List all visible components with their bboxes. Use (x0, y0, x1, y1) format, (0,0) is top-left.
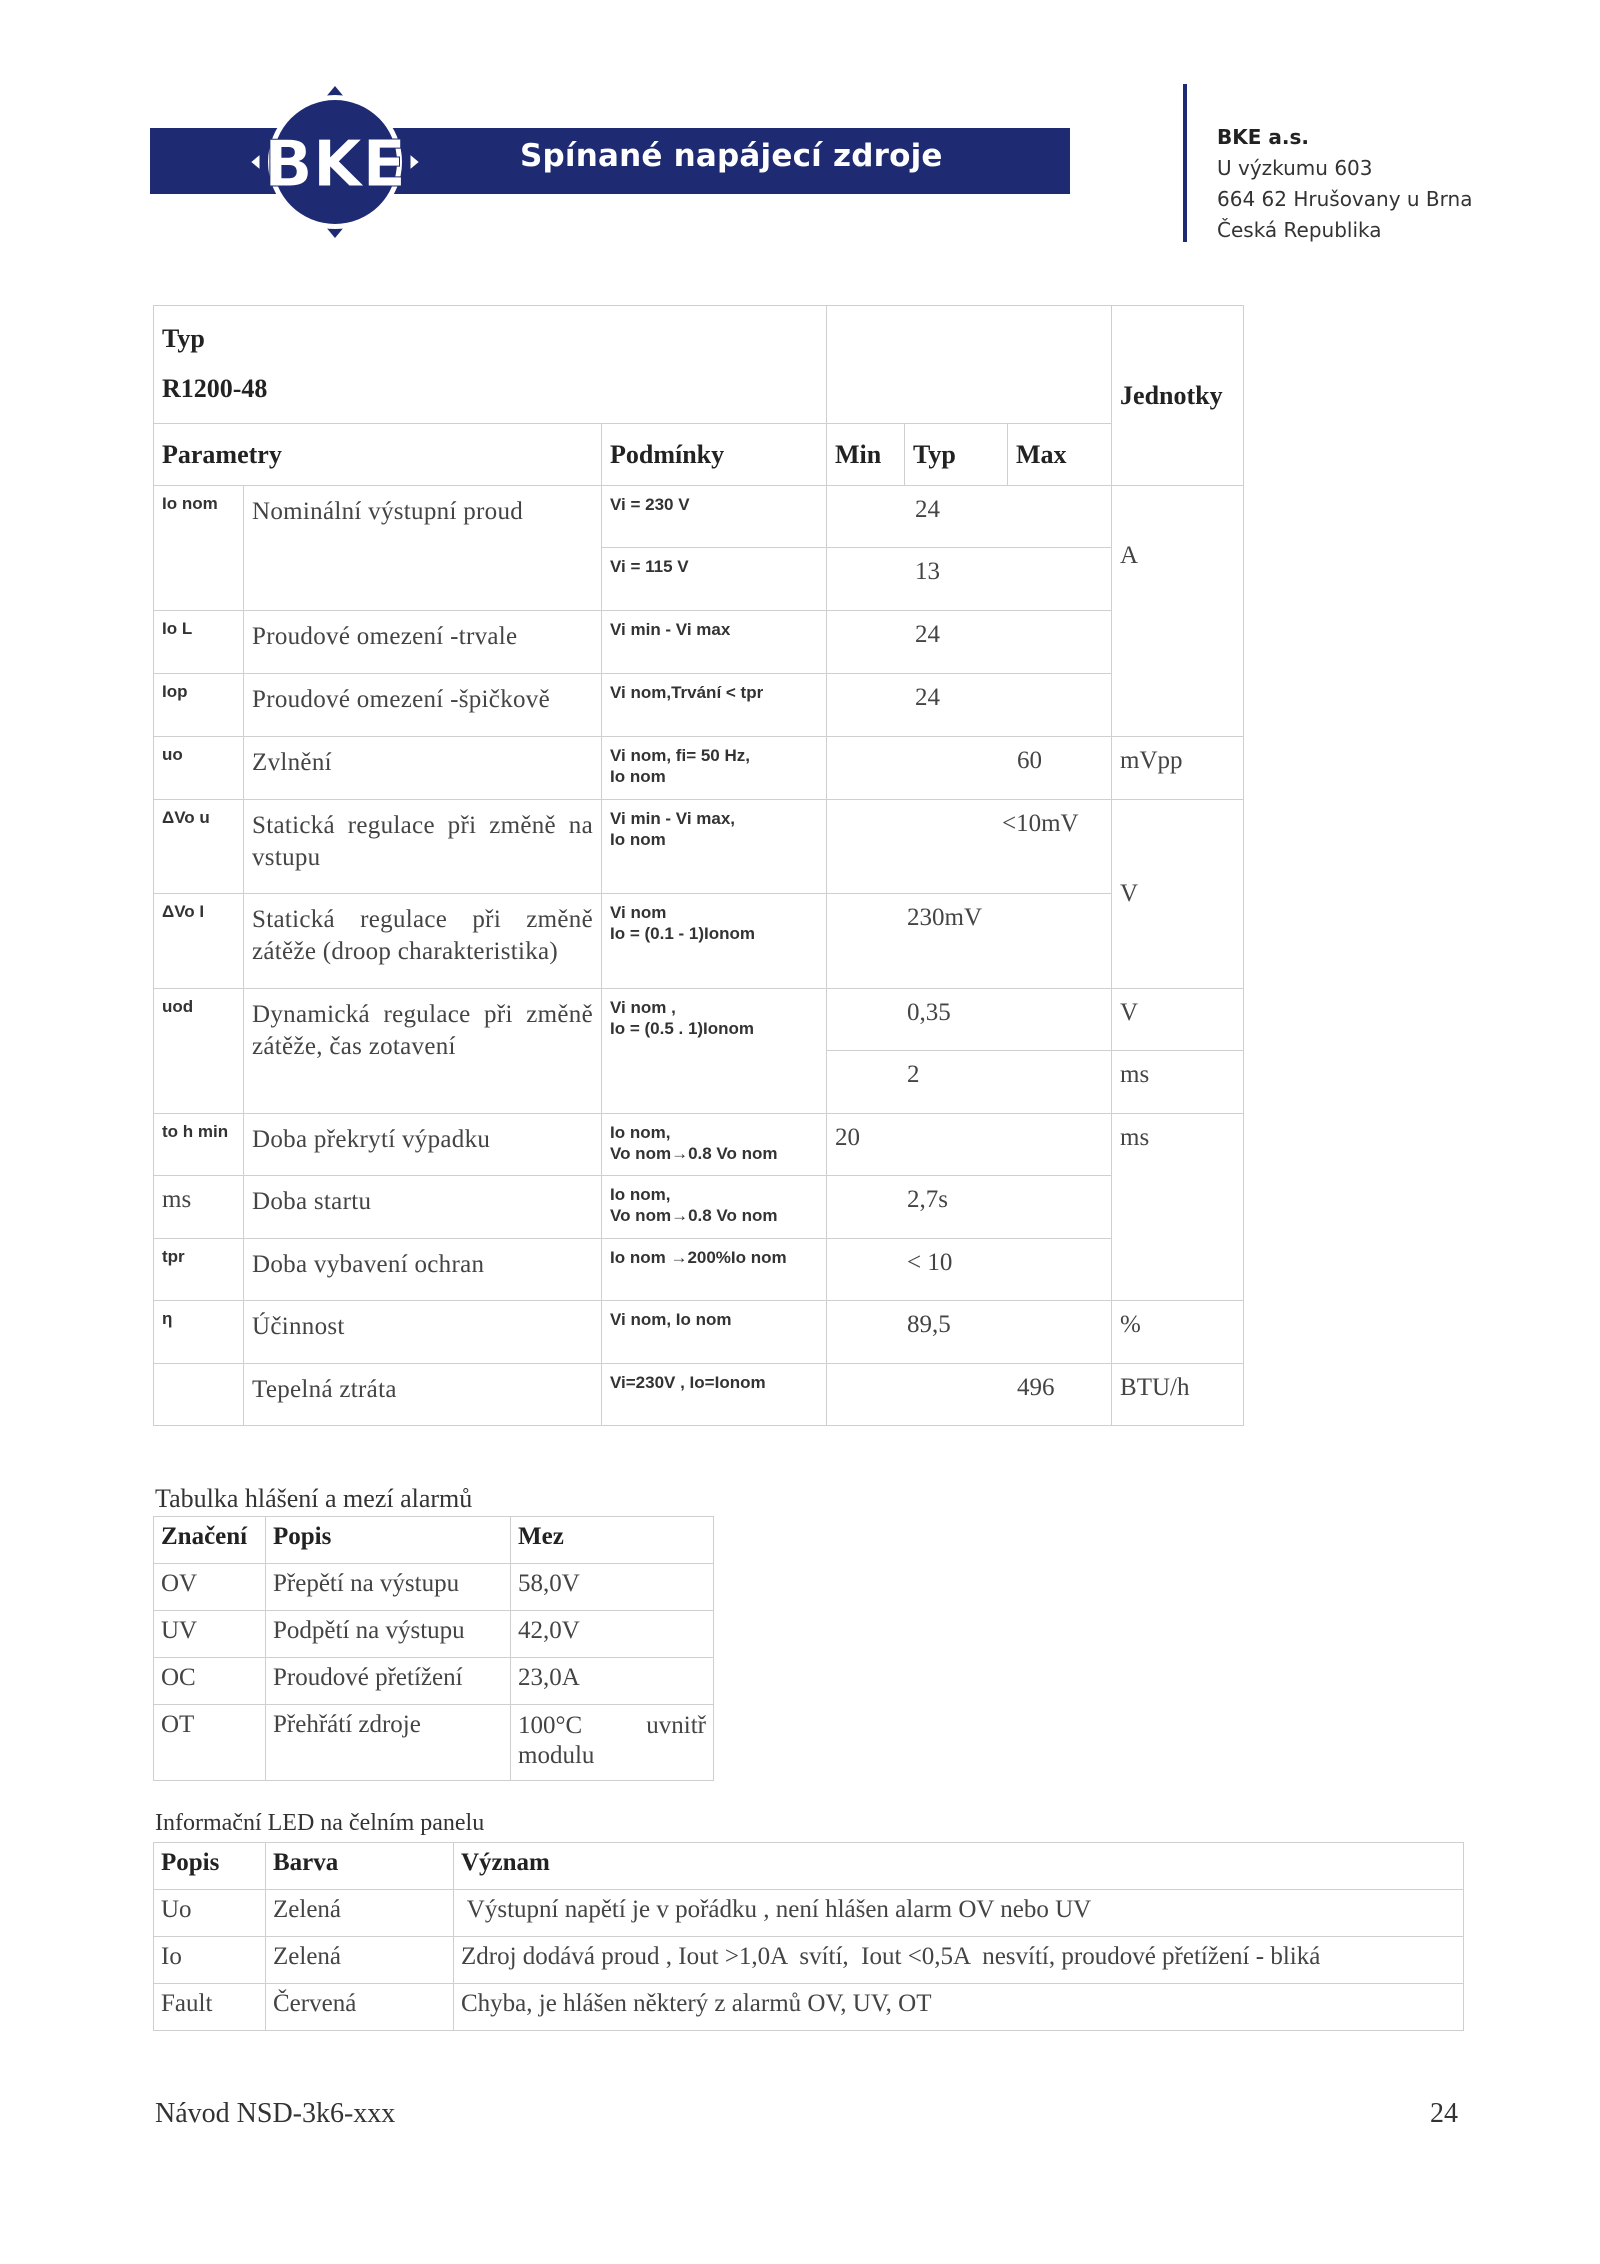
company-name: BKE a.s. (1217, 125, 1309, 149)
param-cell: Dynamická regulace při změně zátěže, čas zotavení (244, 989, 602, 1114)
symbol-cell: η (154, 1301, 244, 1364)
header-typ: Typ (905, 424, 1008, 486)
value-cell: 2,7s (827, 1176, 1112, 1239)
alarm-desc: Přehřátí zdroje (266, 1705, 511, 1781)
alarm-desc: Přepětí na výstupu (266, 1564, 511, 1611)
company-address (1217, 122, 1472, 246)
param-cell: Doba vybavení ochran (244, 1239, 602, 1301)
alarm-limit: 42,0V (511, 1611, 714, 1658)
led-table (153, 1842, 1464, 2031)
led-header: Popis (154, 1843, 266, 1890)
header-param: Parametry (154, 424, 602, 486)
alarm-limit: 23,0A (511, 1658, 714, 1705)
value-cell: 89,5 (827, 1301, 1112, 1364)
header-cond: Podmínky (602, 424, 827, 486)
alarm-header: Značení (154, 1517, 266, 1564)
param-cell: Doba startu (244, 1176, 602, 1239)
value-cell: 2 (827, 1051, 1112, 1114)
cond-cell: Vi nom, Io nom (602, 1301, 827, 1364)
cond-cell: Io nom, Vo nom→0.8 Vo nom (602, 1176, 827, 1239)
unit-cell: BTU/h (1112, 1364, 1244, 1426)
param-cell: Proudové omezení -špičkově (244, 674, 602, 737)
banner-title: Spínané napájecí zdroje (520, 138, 943, 174)
led-meaning: Zdroj dodává proud , Iout >1,0A svítí, Iout <0,5A nesvítí, proudové přetížení - bliká (454, 1937, 1464, 1984)
symbol-cell: Io L (154, 611, 244, 674)
alarm-limit: 58,0V (511, 1564, 714, 1611)
value-cell: 496 (827, 1364, 1112, 1426)
symbol-cell: uo (154, 737, 244, 800)
address-line: Česká Republika (1217, 218, 1382, 242)
unit-cell: ms (1112, 1051, 1244, 1114)
symbol-cell: Iop (154, 674, 244, 737)
alarm-header: Popis (266, 1517, 511, 1564)
led-name: Fault (154, 1984, 266, 2031)
value-cell: 0,35 (827, 989, 1112, 1051)
type-cell (154, 306, 827, 424)
value-cell: 24 (827, 611, 1112, 674)
value-cell: 20 (827, 1114, 1112, 1176)
alarm-code: OC (154, 1658, 266, 1705)
symbol-cell: Io nom (154, 486, 244, 611)
unit-cell: % (1112, 1301, 1244, 1364)
type-label: Typ (162, 324, 205, 353)
value-cell: < 10 (827, 1239, 1112, 1301)
cond-cell: Vi = 115 V (602, 548, 827, 611)
header-max: Max (1008, 424, 1112, 486)
value-cell: 24 (827, 486, 1112, 548)
param-cell: Tepelná ztráta (244, 1364, 602, 1426)
alarm-code: UV (154, 1611, 266, 1658)
units-header: Jednotky (1112, 306, 1244, 486)
cond-cell: Vi=230V , Io=Ionom (602, 1364, 827, 1426)
param-cell: Statická regulace při změně zátěže (droop charakteristika) (244, 894, 602, 989)
param-cell: Zvlnění (244, 737, 602, 800)
parameters-table (153, 305, 1244, 1426)
value-cell: 13 (827, 548, 1112, 611)
cond-cell: Vi min - Vi max (602, 611, 827, 674)
header-min: Min (827, 424, 905, 486)
cond-cell: Vi nom, fi= 50 Hz, Io nom (602, 737, 827, 800)
bke-logo (245, 82, 425, 242)
symbol-cell: uod (154, 989, 244, 1114)
cond-cell: Vi nom,Trvání < tpr (602, 674, 827, 737)
alarm-limit: 100°C uvnitř modulu (511, 1705, 714, 1781)
alarm-code: OT (154, 1705, 266, 1781)
led-header: Význam (454, 1843, 1464, 1890)
cond-cell: Vi nom , Io = (0.5 . 1)Ionom (602, 989, 827, 1114)
param-cell: Účinnost (244, 1301, 602, 1364)
value-cell: 230mV (827, 894, 1112, 989)
param-cell: Nominální výstupní proud (244, 486, 602, 611)
address-line: 664 62 Hrušovany u Brna (1217, 187, 1473, 211)
logo-text: BKE (263, 128, 407, 202)
cond-cell: Io nom →200%Io nom (602, 1239, 827, 1301)
alarm-desc: Podpětí na výstupu (266, 1611, 511, 1658)
header-divider (1183, 84, 1187, 242)
led-header: Barva (266, 1843, 454, 1890)
led-meaning: Výstupní napětí je v pořádku , není hlášen alarm OV nebo UV (454, 1890, 1464, 1937)
led-name: Io (154, 1937, 266, 1984)
symbol-cell: ms (154, 1176, 244, 1239)
led-color: Zelená (266, 1937, 454, 1984)
address-line: U výzkumu 603 (1217, 156, 1373, 180)
cond-cell: Io nom, Vo nom→0.8 Vo nom (602, 1114, 827, 1176)
led-table-title: Informační LED na čelním panelu (155, 1810, 485, 1836)
symbol-cell: ΔVo I (154, 894, 244, 989)
led-meaning: Chyba, je hlášen některý z alarmů OV, UV, OT (454, 1984, 1464, 2031)
symbol-cell: to h min (154, 1114, 244, 1176)
value-cell: <10mV (827, 800, 1112, 894)
param-cell: Doba překrytí výpadku (244, 1114, 602, 1176)
cond-cell: Vi = 230 V (602, 486, 827, 548)
param-cell: Statická regulace při změně na vstupu (244, 800, 602, 894)
param-cell: Proudové omezení -trvale (244, 611, 602, 674)
value-cell: 60 (827, 737, 1112, 800)
unit-cell: ms (1112, 1114, 1244, 1301)
unit-cell: V (1112, 800, 1244, 989)
alarm-desc: Proudové přetížení (266, 1658, 511, 1705)
value-cell: 24 (827, 674, 1112, 737)
led-color: Červená (266, 1984, 454, 2031)
alarm-header: Mez (511, 1517, 714, 1564)
led-color: Zelená (266, 1890, 454, 1937)
unit-cell: V (1112, 989, 1244, 1051)
footer-doc-name: Návod NSD-3k6-xxx (155, 2098, 396, 2129)
symbol-cell: ΔVo u (154, 800, 244, 894)
model-name: R1200-48 (162, 374, 268, 403)
symbol-cell: tpr (154, 1239, 244, 1301)
cond-cell: Vi min - Vi max, Io nom (602, 800, 827, 894)
alarm-table (153, 1516, 714, 1781)
symbol-cell (154, 1364, 244, 1426)
page-number: 24 (1430, 2098, 1458, 2129)
alarm-code: OV (154, 1564, 266, 1611)
alarm-table-title: Tabulka hlášení a mezí alarmů (155, 1484, 473, 1513)
unit-cell: mVpp (1112, 737, 1244, 800)
unit-cell: A (1112, 486, 1244, 737)
cond-cell: Vi nom Io = (0.1 - 1)Ionom (602, 894, 827, 989)
led-name: Uo (154, 1890, 266, 1937)
